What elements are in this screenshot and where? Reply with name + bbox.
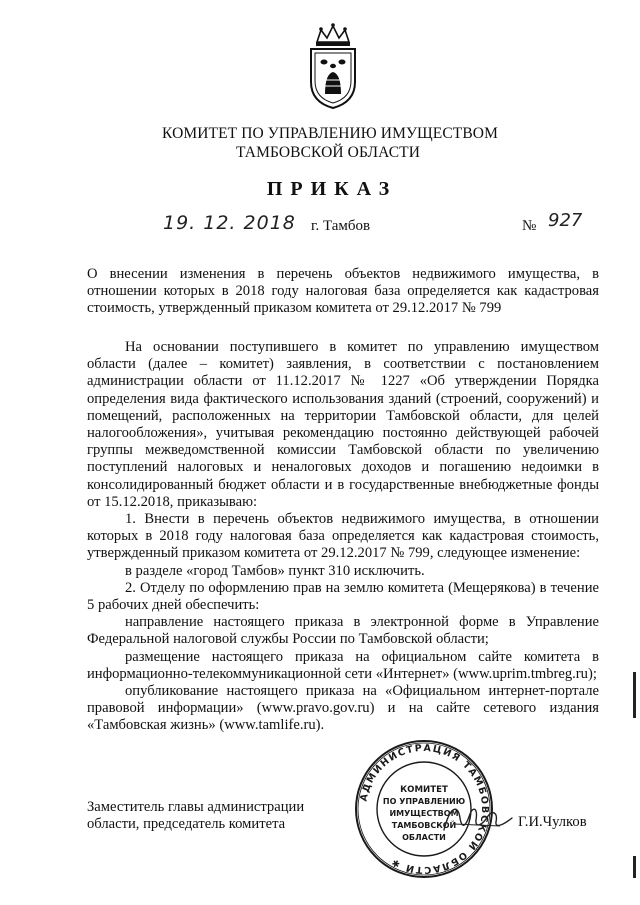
document-title: ПРИКАЗ (266, 178, 398, 200)
organization-name-line1: КОМИТЕТ ПО УПРАВЛЕНИЮ ИМУЩЕСТВОМ (162, 125, 498, 142)
svg-text:ТАМБОВСКОЙ: ТАМБОВСКОЙ (391, 821, 457, 830)
svg-text:АДМИНИСТРАЦИЯ ТАМБОВСКОЙ ОБЛАС: АДМИНИСТРАЦИЯ ТАМБОВСКОЙ ОБЛАСТИ ✱ (358, 742, 491, 876)
handwritten-number: 927 (548, 210, 583, 231)
signatory-position-line2: области, председатель комитета (87, 816, 286, 833)
scan-edge-mark (633, 856, 636, 878)
document-body (87, 339, 599, 735)
body-paragraph-item-2-b: размещение настоящего приказа на официальном сайте комитета в информационно-телекоммуникационной сети «Интернет» (www.uprim.tmbreg.ru); (87, 648, 599, 682)
svg-text:КОМИТЕТ: КОМИТЕТ (400, 785, 448, 795)
handwritten-signature (440, 796, 520, 842)
coat-of-arms-emblem (303, 22, 363, 110)
signatory-position-line1: Заместитель главы администрации (87, 799, 305, 815)
document-city: г. Тамбов (311, 218, 371, 234)
scan-edge-mark (633, 672, 636, 718)
body-paragraph-item-1: 1. Внести в перечень объектов недвижимого имущества, в отношении которых в 2018 году налоговая база определяется как кадастровая стоимость, утвержденный приказом комитета от 29.12.2017 № 799, следующее изменение: (87, 511, 599, 562)
signatory-position (87, 799, 304, 833)
organization-name-line2: ТАМБОВСКОЙ ОБЛАСТИ (236, 144, 420, 161)
body-paragraph-basis: На основании поступившего в комитет по управлению имуществом области (далее – комитет) заявления, в соответствии с постановлением администрации области от 11.12.2017 № 1227 «Об утверждении Порядка определения вида фактического использования зданий (строений, сооружений) и помещений, расположенных на территории Тамбовской области, для целей налогообложения», учитывая рекомендацию постоянно действующей рабочей группы межведомственной комиссии Тамбовской области по увеличению поступлений налоговых и неналоговых доходов и погашению недоимки в консолидированный бюджет области и в государственные внебюджетные фонды от 15.12.2018, приказываю: (87, 339, 599, 510)
body-paragraph-item-2: 2. Отделу по оформлению прав на землю комитета (Мещерякова) в течение 5 рабочих дней обеспечить: (87, 579, 599, 614)
body-paragraph-item-2-c: опубликование настоящего приказа на «Официальном интернет-портале правовой информации» (www.pravo.gov.ru) и на сайте сетевого издания «Тамбовская жизнь» (www.tamlife.ru). (87, 683, 599, 734)
svg-text:ОБЛАСТИ: ОБЛАСТИ (402, 833, 446, 842)
number-label: № (522, 218, 537, 234)
signatory-name: Г.И.Чулков (518, 814, 587, 830)
svg-text:ПО УПРАВЛЕНИЮ: ПО УПРАВЛЕНИЮ (382, 797, 466, 806)
svg-text:ИМУЩЕСТВОМ: ИМУЩЕСТВОМ (389, 809, 459, 818)
handwritten-date: 19. 12. 2018 (163, 212, 296, 234)
body-paragraph-item-1-change: в разделе «город Тамбов» пункт 310 исключить. (125, 562, 425, 579)
document-subject: О внесении изменения в перечень объектов недвижимого имущества, в отношении которых в 2018 году налоговая база определяется как кадастровая стоимость, утвержденный приказом комитета от 29.12.2017 № 799 (87, 266, 599, 317)
body-paragraph-item-2-a: направление настоящего приказа в электронной форме в Управление Федеральной налоговой службы России по Тамбовской области; (87, 614, 599, 648)
